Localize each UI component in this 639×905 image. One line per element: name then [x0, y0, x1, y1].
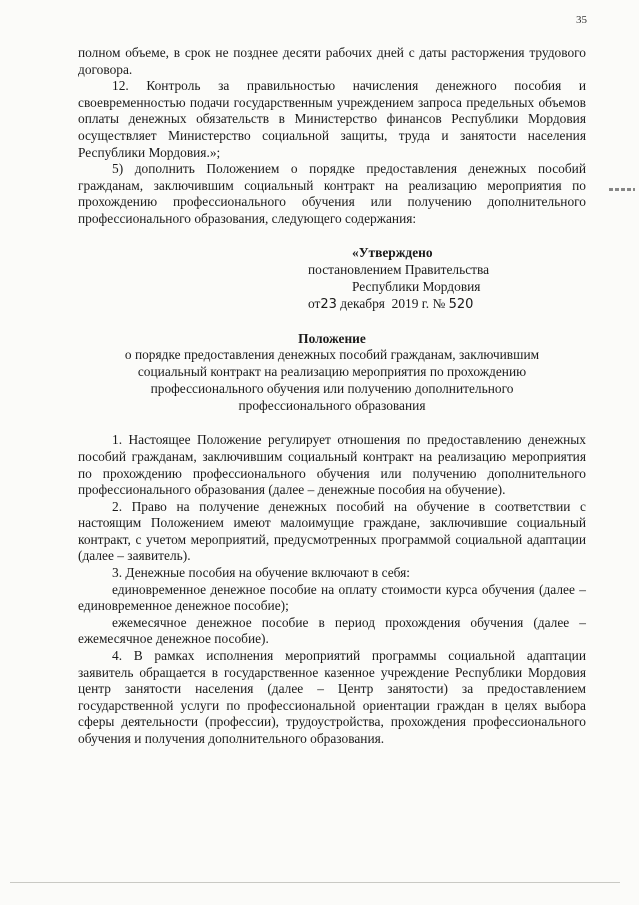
approval-date-prefix: от: [308, 295, 321, 311]
approval-line-1: постановлением Правительства: [308, 261, 490, 277]
bottom-rule: [10, 882, 620, 883]
intro-paragraph-1: полном объеме, в срок не позднее десяти рабочих дней с даты расторжения трудового договора.: [78, 45, 586, 77]
scan-mark: [609, 188, 635, 191]
approval-date-day: 23: [320, 296, 337, 312]
approval-line-2: Республики Мордовия: [352, 278, 481, 294]
approval-date-month: декабря: [340, 295, 385, 311]
regulation-section: [78, 432, 586, 747]
clause-3-item-1: единовременное денежное пособие на оплату стоимости курса обучения (далее – единовременное денежное пособие);: [78, 581, 586, 614]
approval-date-year: 2019 г. №: [391, 295, 446, 311]
document-body: [78, 45, 586, 748]
document-subtitle: о порядке предоставления денежных пособий гражданам, заключившим социальный контракт на реализацию мероприятия по прохождению профессионального обучения или получению дополнительного профессионального образования: [124, 347, 540, 413]
document-title: Положение: [298, 330, 366, 346]
approval-block: [308, 244, 578, 313]
intro-section: [78, 45, 586, 228]
clause-1: 1. Настоящее Положение регулирует отношения по предоставлению денежных пособий гражданам, заключившим социальный контракт на реализацию мероприятия по прохождению профессионального обучения или получению дополнительного профессионального образования (далее – денежные пособия на обучение).: [78, 432, 586, 498]
clause-3-item-2: ежемесячное денежное пособие в период прохождения обучения (далее – ежемесячное денежное пособие).: [78, 614, 586, 647]
clause-4: 4. В рамках исполнения мероприятий программы социальной адаптации заявитель обращается в государственное казенное учреждение Республики Мордовия центр занятости населения (далее – Центр занятости) за предоставлением государственной услуги по профессиональной ориентации граждан в целях выбора сферы деятельности (профессии), трудоустройства, прохождения профессионального обучения и получения дополнительного образования.: [78, 648, 586, 746]
approval-date-number: 520: [448, 296, 474, 312]
approval-title: «Утверждено: [352, 244, 433, 260]
clause-2: 2. Право на получение денежных пособий на обучение в соответствии с настоящим Положением имеют малоимущие граждане, заключившие социальный контракт, с учетом мероприятий, предусмотренных программой социальной адаптации (далее – заявитель).: [78, 498, 586, 564]
intro-paragraph-2: 12. Контроль за правильностью начисления денежного пособия и своевременностью подачи государственным учреждением запроса предельных объемов оплаты денежных обязательств в Министерство финансов Республики Мордовия осуществляет Министерство социальной защиты, труда и занятости населения Республики Мордовия.»;: [78, 78, 586, 160]
clause-3: 3. Денежные пособия на обучение включают в себя:: [112, 565, 411, 581]
intro-paragraph-3: 5) дополнить Положением о порядке предоставления денежных пособий гражданам, заключившим социальный контракт на реализацию мероприятия по прохождению профессионального обучения или получению дополнительного профессионального образования, следующего содержания:: [78, 161, 586, 226]
page-number: 35: [576, 14, 587, 26]
approval-date: [308, 295, 578, 313]
